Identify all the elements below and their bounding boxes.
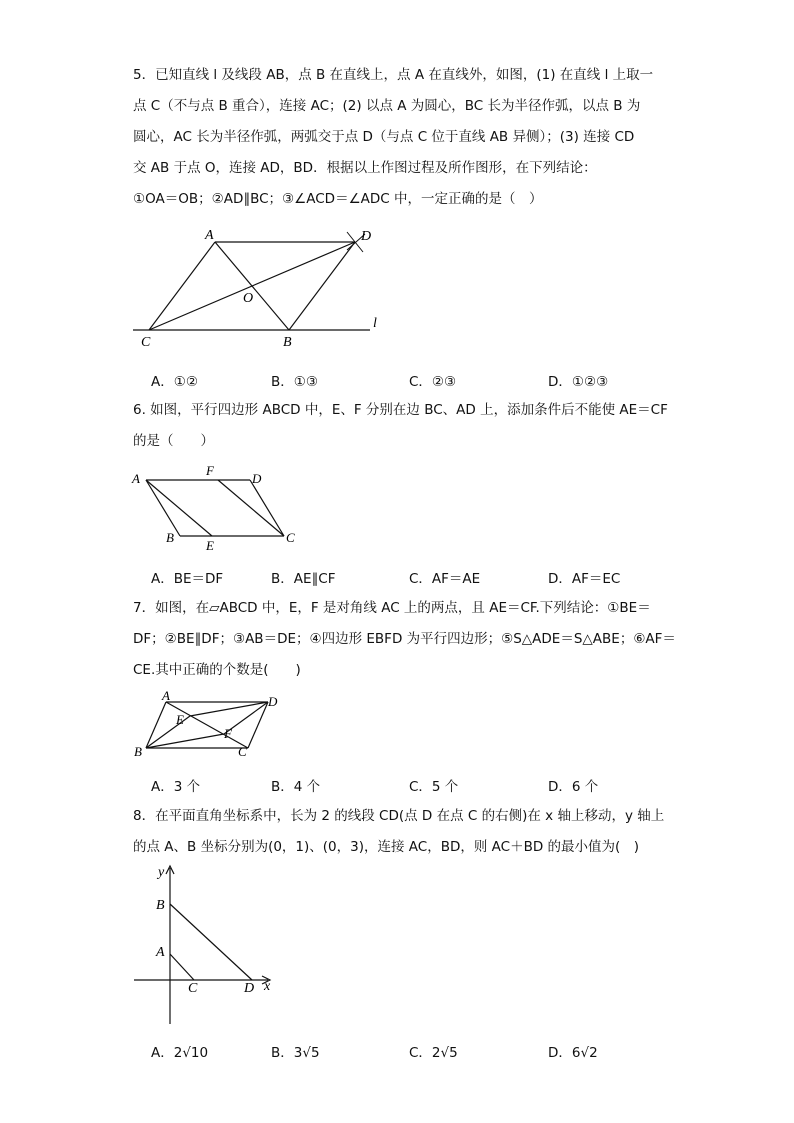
question-7-figure — [128, 690, 288, 765]
text-line: 点 C（不与点 B 重合），连接 AC；(2) 以点 A 为圆心，BC 长为半径作弧，以点 B 为 — [133, 98, 641, 114]
label-D: D — [361, 229, 372, 244]
label-F: F — [224, 726, 232, 741]
segment-ED — [190, 702, 268, 716]
label-A: A — [162, 688, 170, 703]
text-line: 的是（ ） — [133, 433, 214, 449]
label-C: C — [238, 744, 247, 759]
question-7-text — [133, 593, 676, 686]
option-c[interactable]: C．②③ — [409, 374, 457, 390]
option-d[interactable]: D．AF＝EC — [548, 571, 621, 587]
label-C: C — [188, 981, 198, 996]
text-line: 圆心，AC 长为半径作弧，两弧交于点 D（与点 C 位于直线 AB 异侧）；(3) 连接 CD — [133, 129, 635, 145]
option-c[interactable]: C．2√5 — [409, 1045, 458, 1061]
text-line: 6. 如图，平行四边形 ABCD 中，E、F 分别在边 BC、AD 上，添加条件后不能使 AE＝CF — [133, 402, 668, 418]
option-b[interactable]: B．AE∥CF — [271, 571, 336, 587]
option-c[interactable]: C．5 个 — [409, 779, 459, 795]
question-8-text — [133, 801, 663, 863]
option-d[interactable]: D．6√2 — [548, 1045, 598, 1061]
label-D: D — [268, 694, 278, 709]
question-7-options — [133, 775, 693, 797]
question-6-figure — [128, 462, 308, 552]
label-D: D — [244, 981, 255, 996]
label-C: C — [286, 530, 295, 545]
question-5-figure — [125, 222, 395, 352]
question-8-options — [133, 1041, 693, 1063]
segment-BF — [146, 734, 224, 748]
label-x: x — [264, 979, 271, 994]
text-line: 7．如图，在▱ABCD 中，E，F 是对角线 AC 上的两点，且 AE＝CF.下列结论：①BE＝ — [133, 600, 651, 616]
text-line: 8．在平面直角坐标系中，长为 2 的线段 CD(点 D 在点 C 的右侧)在 x 轴上移动，y 轴上 — [133, 808, 665, 824]
option-a[interactable]: A．3 个 — [151, 779, 201, 795]
label-A: A — [156, 945, 165, 960]
option-b[interactable]: B．①③ — [271, 374, 318, 390]
segment-AC — [170, 954, 194, 980]
question-5-options — [133, 370, 693, 392]
question-8-figure — [128, 862, 288, 1032]
label-B: B — [283, 335, 292, 350]
segment-DC — [250, 480, 284, 536]
label-D: D — [252, 471, 262, 486]
option-c[interactable]: C．AF＝AE — [409, 571, 481, 587]
label-B: B — [156, 898, 165, 913]
label-E: E — [176, 712, 184, 727]
option-b[interactable]: B．4 个 — [271, 779, 321, 795]
label-F: F — [206, 463, 214, 478]
question-5-text — [133, 60, 663, 215]
segment-AE — [146, 480, 212, 536]
text-line: DF；②BE∥DF；③AB＝DE；④四边形 EBFD 为平行四边形；⑤S△ADE＝S△ABE；⑥AF＝ — [133, 631, 676, 647]
label-A: A — [132, 471, 140, 486]
label-E: E — [206, 538, 214, 553]
label-O: O — [243, 291, 254, 306]
text-line: ①OA＝OB；②AD∥BC；③∠ACD＝∠ADC 中，一定正确的是（ ） — [133, 191, 543, 207]
label-B: B — [134, 744, 142, 759]
question-6-text — [133, 395, 668, 457]
text-line: 的点 A、B 坐标分别为(0，1)、(0，3)，连接 AC，BD，则 AC＋BD 的最小值为( ) — [133, 839, 640, 855]
label-l: l — [373, 316, 377, 331]
text-line: 5．已知直线 l 及线段 AB，点 B 在直线上，点 A 在直线外，如图，(1) 在直线 l 上取一 — [133, 67, 654, 83]
text-line: 交 AB 于点 O，连接 AD，BD．根据以上作图过程及所作图形，在下列结论： — [133, 160, 597, 176]
option-b[interactable]: B．3√5 — [271, 1045, 320, 1061]
label-C: C — [141, 335, 151, 350]
option-d[interactable]: D．6 个 — [548, 779, 599, 795]
option-a[interactable]: A．2√10 — [151, 1045, 209, 1061]
label-B: B — [166, 530, 174, 545]
label-A: A — [205, 228, 214, 243]
label-y: y — [158, 865, 165, 880]
text-line: CE.其中正确的个数是( ) — [133, 662, 301, 678]
option-a[interactable]: A．BE＝DF — [151, 571, 224, 587]
question-6-options — [133, 567, 693, 589]
segment-AB — [146, 480, 180, 536]
option-d[interactable]: D．①②③ — [548, 374, 609, 390]
segment-BD — [289, 242, 355, 330]
segment-CD — [149, 242, 355, 330]
segment-BD — [170, 904, 252, 980]
segment-FC — [218, 480, 284, 536]
segment-CA — [149, 242, 215, 330]
option-a[interactable]: A．①② — [151, 374, 198, 390]
